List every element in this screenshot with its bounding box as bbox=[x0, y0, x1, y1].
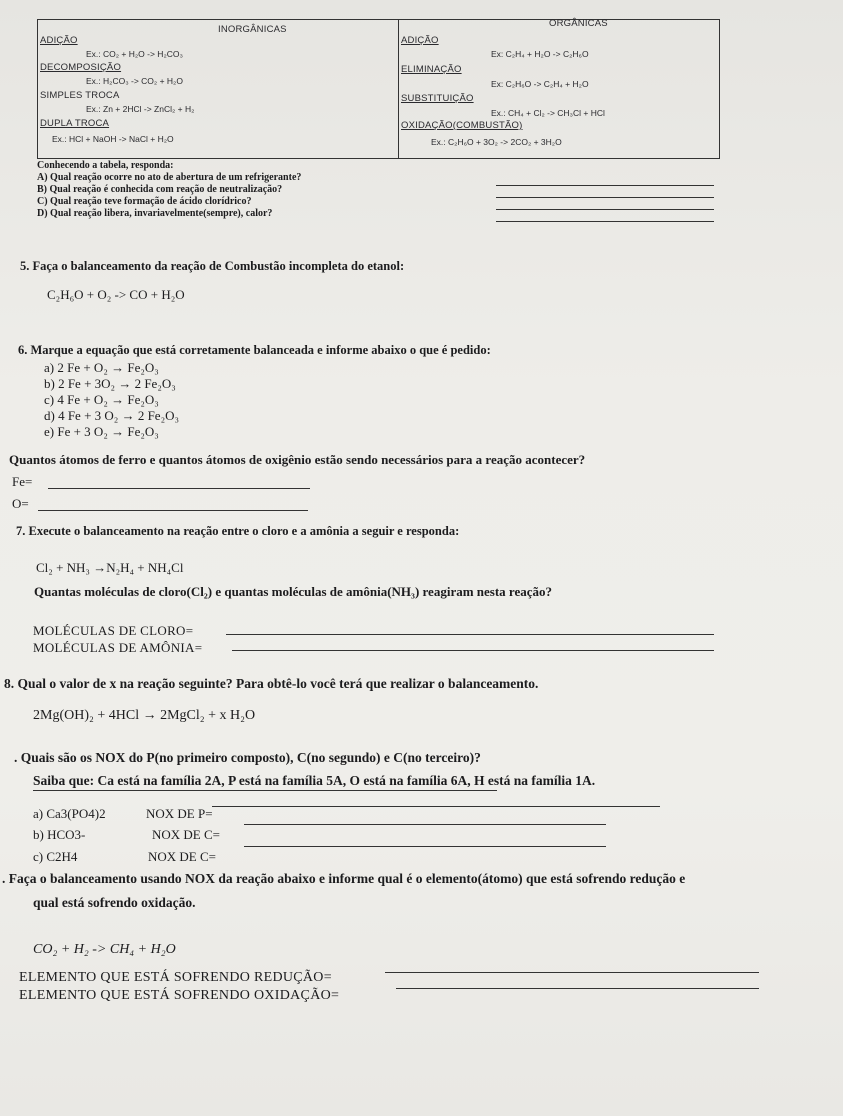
inorganic-example-1: Ex.: CO₂ + H₂O -> H₂CO₃ bbox=[86, 49, 183, 59]
q9-label-b: NOX DE C= bbox=[152, 827, 220, 842]
q4-item-b: B) Qual reação é conhecida com reação de neutralização? bbox=[37, 184, 283, 195]
q8-text: 8. Qual o valor de x na reação seguinte? Para obtê-lo você terá que realizar o balanceamento. bbox=[4, 676, 539, 691]
q7-question: Quantas moléculas de cloro(Cl₂) e quantas moléculas de amônia(NH₃) reagiram nesta reação? bbox=[34, 584, 553, 599]
q9-info-underline bbox=[33, 790, 497, 791]
q7-amonia-label: MOLÉCULAS DE AMÔNIA= bbox=[33, 640, 203, 655]
organic-column bbox=[399, 20, 720, 159]
q6-option-c[interactable]: c) 4 Fe + O₂ → Fe₂O₃ bbox=[44, 392, 159, 407]
q9-answer-line-c[interactable] bbox=[244, 846, 606, 847]
q6-question: Quantos átomos de ferro e quantos átomos de oxigênio estão sendo necessários para a reação acontecer? bbox=[9, 452, 586, 467]
q9-info: Saiba que: Ca está na família 2A, P está na família 5A, O está na família 6A, H está na família 1A. bbox=[33, 773, 596, 788]
q4-answer-line-b[interactable] bbox=[496, 197, 714, 198]
q6-o-answer-line[interactable] bbox=[38, 510, 308, 511]
reaction-types-table bbox=[37, 19, 720, 159]
q9-compound-b: b) HCO3- bbox=[33, 827, 86, 842]
q6-option-d[interactable]: d) 4 Fe + 3 O₂ → 2 Fe₂O₃ bbox=[44, 408, 180, 423]
organic-example-3: Ex.: CH₄ + Cl₂ -> CH₃Cl + HCl bbox=[491, 108, 605, 118]
q10-equation: CO₂ + H₂ -> CH₄ + H₂O bbox=[33, 942, 176, 957]
organic-type-2: ELIMINAÇÃO bbox=[401, 64, 462, 75]
q9-answer-line-b[interactable] bbox=[244, 824, 606, 825]
q6-fe-answer-line[interactable] bbox=[48, 488, 310, 489]
q6-option-b[interactable]: b) 2 Fe + 3O₂ → 2 Fe₂O₃ bbox=[44, 376, 176, 391]
organic-type-1: ADIÇÃO bbox=[401, 35, 439, 46]
q10-reducao-label: ELEMENTO QUE ESTÁ SOFRENDO REDUÇÃO= bbox=[19, 970, 332, 985]
q9-compound-a: a) Ca3(PO4)2 bbox=[33, 806, 106, 821]
organic-example-4: Ex.: C₂H₆O + 3O₂ -> 2CO₂ + 3H₂O bbox=[431, 137, 562, 147]
q5-text: 5. Faça o balanceamento da reação de Combustão incompleta do etanol: bbox=[20, 259, 405, 273]
q7-equation: Cl₂ + NH₃ →N₂H₄ + NH₄Cl bbox=[36, 560, 184, 575]
q9-label-a: NOX DE P= bbox=[146, 806, 213, 821]
q10-oxidacao-label: ELEMENTO QUE ESTÁ SOFRENDO OXIDAÇÃO= bbox=[19, 988, 340, 1003]
q10-oxidacao-answer-line[interactable] bbox=[396, 988, 759, 989]
q9-compound-c: c) C2H4 bbox=[33, 849, 78, 864]
inorganic-type-2: DECOMPOSIÇÃO bbox=[40, 62, 122, 73]
organic-title: ORGÂNICAS bbox=[549, 18, 608, 29]
q5-equation: C₂H₆O + O₂ -> CO + H₂O bbox=[47, 287, 185, 302]
q7-cloro-label: MOLÉCULAS DE CLORO= bbox=[33, 623, 194, 638]
inorganic-example-3: Ex.: Zn + 2HCl -> ZnCl₂ + H₂ bbox=[86, 104, 195, 114]
inorganic-column bbox=[38, 20, 399, 159]
inorganic-example-2: Ex.: H₂CO₃ -> CO₂ + H₂O bbox=[86, 76, 183, 86]
q9-label-c: NOX DE C= bbox=[148, 849, 216, 864]
inorganic-type-4: DUPLA TROCA bbox=[40, 118, 110, 129]
organic-example-1: Ex: C₂H₄ + H₂O -> C₂H₆O bbox=[491, 49, 589, 59]
q6-text: 6. Marque a equação que está corretamente balanceada e informe abaixo o que é pedido: bbox=[18, 343, 491, 357]
inorganic-example-4: Ex.: HCl + NaOH -> NaCl + H₂O bbox=[52, 134, 174, 144]
q4-answer-line-c[interactable] bbox=[496, 209, 714, 210]
q4-intro: Conhecendo a tabela, responda: bbox=[37, 160, 174, 171]
q6-fe-label: Fe= bbox=[12, 474, 33, 489]
q10-text: . Faça o balanceamento usando NOX da reação abaixo e informe qual é o elemento(átomo) que está sofrendo redução e bbox=[2, 871, 686, 886]
q9-text: . Quais são os NOX do P(no primeiro composto), C(no segundo) e C(no terceiro)? bbox=[14, 750, 481, 765]
organic-type-4: OXIDAÇÃO(COMBUSTÃO) bbox=[401, 120, 523, 131]
inorganic-title: INORGÂNICAS bbox=[218, 24, 287, 35]
q10-reducao-answer-line[interactable] bbox=[385, 972, 759, 973]
q8-equation: 2Mg(OH)₂ + 4HCl → 2MgCl₂ + x H₂O bbox=[33, 708, 256, 723]
organic-type-3: SUBSTITUIÇÃO bbox=[401, 93, 474, 104]
inorganic-type-3: SIMPLES TROCA bbox=[40, 90, 120, 101]
q7-amonia-answer-line[interactable] bbox=[232, 650, 714, 651]
q4-item-a: A) Qual reação ocorre no ato de abertura de um refrigerante? bbox=[37, 172, 302, 183]
q6-option-e[interactable]: e) Fe + 3 O₂ → Fe₂O₃ bbox=[44, 424, 159, 439]
q9-answer-line-a[interactable] bbox=[212, 806, 660, 807]
q7-cloro-answer-line[interactable] bbox=[226, 634, 714, 635]
q4-answer-line-d[interactable] bbox=[496, 221, 714, 222]
q7-text: 7. Execute o balanceamento na reação entre o cloro e a amônia a seguir e responda: bbox=[16, 524, 460, 538]
organic-example-2: Ex: C₂H₆O -> C₂H₄ + H₂O bbox=[491, 79, 589, 89]
inorganic-type-1: ADIÇÃO bbox=[40, 35, 78, 46]
q6-o-label: O= bbox=[12, 496, 29, 511]
q4-answer-line-a[interactable] bbox=[496, 185, 714, 186]
q4-item-c: C) Qual reação teve formação de ácido clorídrico? bbox=[37, 196, 252, 207]
q6-option-a[interactable]: a) 2 Fe + O₂ → Fe₂O₃ bbox=[44, 360, 159, 375]
q10-text-2: qual está sofrendo oxidação. bbox=[33, 895, 196, 910]
q4-item-d: D) Qual reação libera, invariavelmente(sempre), calor? bbox=[37, 208, 273, 219]
